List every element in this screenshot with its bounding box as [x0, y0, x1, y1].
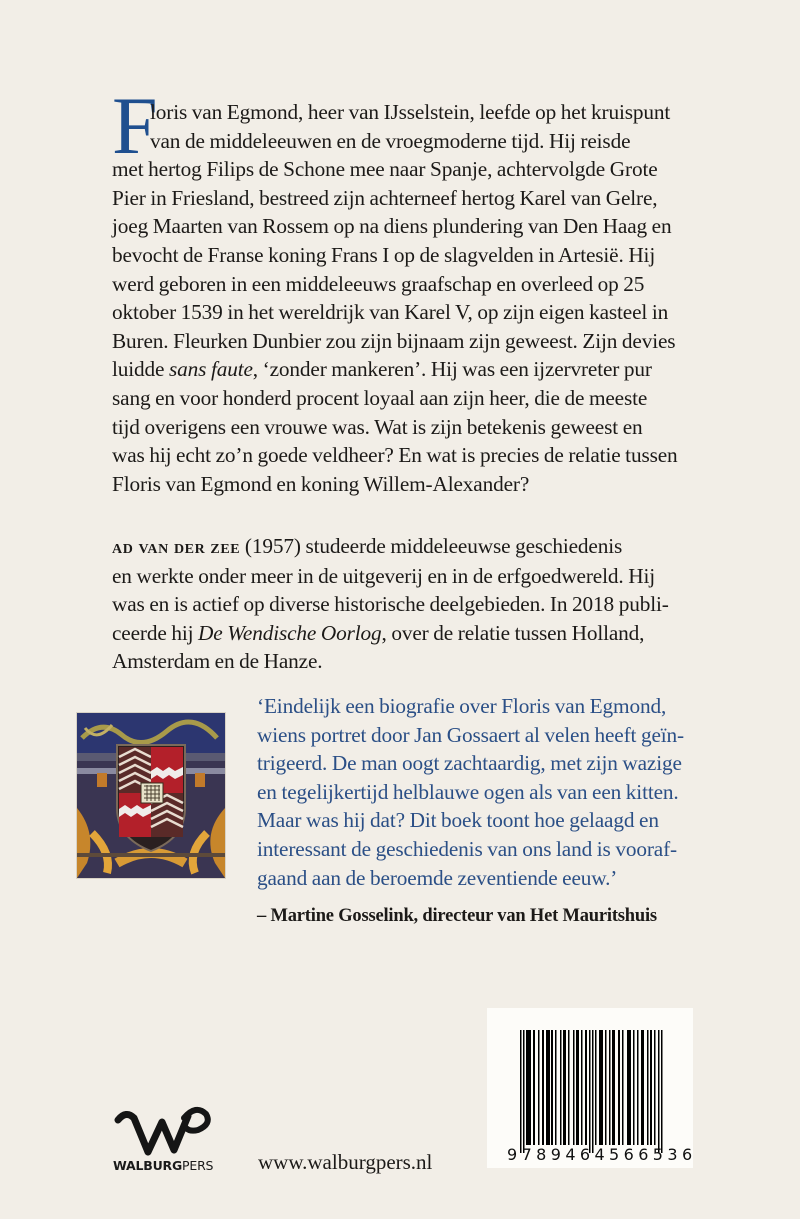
- isbn-barcode: [487, 1008, 697, 1168]
- blurb-line: van de middeleeuwen en de vroegmoderne tijd. Hij reisde: [150, 128, 631, 153]
- author-line: Amsterdam en de Hanze.: [112, 649, 323, 674]
- coat-of-arms-image: [76, 712, 226, 879]
- author-line: [112, 532, 702, 562]
- review-quote: [257, 692, 707, 892]
- blurb-line: met hertog Filips de Schone mee naar Spanje, achtervolgde Grote: [112, 157, 658, 182]
- blurb-line: was hij echt zo’n goede veldheer? En wat is precies de relatie tussen: [112, 443, 678, 468]
- quote-line: ‘Eindelijk een biografie over Floris van Egmond,: [257, 694, 667, 718]
- author-bio: [112, 532, 702, 676]
- blurb-line: Buren. Fleurken Dunbier zou zijn bijnaam zijn geweest. Zijn devies: [112, 328, 676, 353]
- blurb-line: sang en voor honderd procent loyaal aan zijn heer, die de meeste: [112, 385, 648, 410]
- blurb-line: Pier in Friesland, bestreed zijn achterneef hertog Karel van Gelre,: [112, 185, 658, 210]
- blurb-text: , ‘zonder mankeren’. Hij was een ijzervreter pur: [252, 357, 652, 382]
- author-text: ceerde hij: [112, 620, 199, 645]
- quote-line: gaand aan de beroemde zeventiende eeuw.’: [257, 865, 618, 890]
- book-title-italic: De Wendische Oorlog: [198, 620, 382, 645]
- quote-attribution: – Martine Gosselink, directeur van Het Mauritshuis: [257, 906, 657, 926]
- quote-line: wiens portret door Jan Gossaert al velen heeft geïn-: [257, 722, 685, 747]
- quote-line: trigeerd. De man oogt zachtaardig, met zijn wazige: [257, 751, 682, 776]
- blurb-line: [112, 355, 702, 384]
- blurb-line: werd geboren in een middeleeuws graafschap en overleed op 25: [112, 271, 645, 296]
- blurb-line: oktober 1539 in het wereldrijk van Karel V, op zijn eigen kasteel in: [112, 300, 669, 325]
- author-text: , over de relatie tussen Holland,: [381, 620, 645, 645]
- publisher-name-bold: WALBURG: [113, 1158, 183, 1173]
- quote-line: en tegelijkertijd helblauwe ogen als van een kitten.: [257, 779, 679, 804]
- blurb-line: joeg Maarten van Rossem op na diens plundering van Den Haag en: [112, 214, 672, 239]
- author-name: ad van der zee: [112, 536, 241, 558]
- publisher-name: [113, 1158, 213, 1173]
- author-line: was en is actief op diverse historische deelgebieden. In 2018 publi-: [112, 592, 669, 617]
- blurb-line: Floris van Egmond en koning Willem-Alexander?: [112, 471, 530, 496]
- publisher-url[interactable]: www.walburgpers.nl: [258, 1150, 433, 1174]
- blurb-line: loris van Egmond, heer van IJsselstein, leefde op het kruispunt: [150, 100, 671, 124]
- book-blurb: [112, 98, 702, 498]
- motto-italic: sans faute: [169, 357, 253, 382]
- quote-line: Maar was hij dat? Dit boek toont hoe gelaagd en: [257, 808, 659, 833]
- blurb-line: bevocht de Franse koning Frans I op de slagvelden in Artesië. Hij: [112, 242, 656, 267]
- isbn-number: 9789464566536: [507, 1145, 697, 1164]
- blurb-line: tijd overigens een vrouwe was. Wat is zijn betekenis geweest en: [112, 414, 643, 439]
- author-line: [112, 619, 702, 648]
- blurb-text: luidde: [112, 357, 170, 382]
- quote-line: interessant de geschiedenis van ons land is vooraf-: [257, 836, 677, 861]
- barcode-bars-icon: [487, 1008, 693, 1168]
- author-text: (1957) studeerde middeleeuwse geschiedenis: [240, 534, 623, 558]
- drop-cap: F: [112, 80, 158, 171]
- publisher-name-light: PERS: [182, 1158, 214, 1173]
- author-line: en werkte onder meer in de uitgeverij en in de erfgoedwereld. Hij: [112, 563, 655, 588]
